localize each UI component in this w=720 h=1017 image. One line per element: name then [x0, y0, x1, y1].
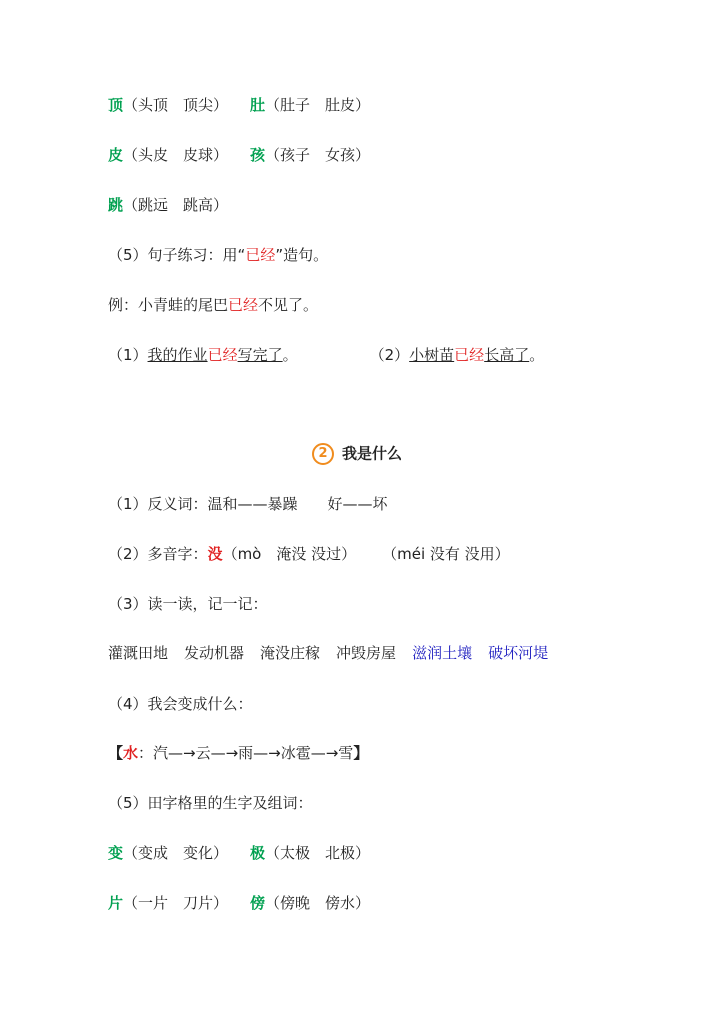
answer-2-post: 长高了	[484, 346, 530, 364]
polyphone-reading-1: （mò 淹没 没过）	[222, 545, 357, 563]
answer-1-post: 写完了	[237, 346, 283, 364]
words-bang: （傍晚 傍水）	[265, 894, 371, 912]
section-heading	[312, 443, 402, 465]
example-keyword: 已经	[228, 296, 259, 314]
char-row-4	[108, 843, 370, 863]
char-du: 肚	[250, 96, 266, 114]
answer-1-key: 已经	[207, 346, 238, 364]
answer-2-num: （2）	[369, 346, 410, 364]
answer-2-key: 已经	[454, 346, 485, 364]
water-open-bracket: 【	[108, 744, 124, 762]
answer-2-pre: 小树苗	[409, 346, 455, 364]
words-ding: （头顶 顶尖）	[123, 96, 229, 114]
answer-1-pre: 我的作业	[147, 346, 208, 364]
words-du: （肚子 肚皮）	[265, 96, 371, 114]
char-row-1	[108, 95, 370, 115]
char-ji: 极	[250, 844, 266, 862]
example-prefix: 例：小青蛙的尾巴	[108, 296, 229, 314]
phrases-row	[108, 643, 548, 663]
answer-2-end: 。	[529, 346, 545, 364]
char-tiao: 跳	[108, 196, 124, 214]
sentence-suffix: ”造句。	[275, 246, 329, 264]
section-number-badge: 2	[312, 443, 334, 465]
char-ding: 顶	[108, 96, 124, 114]
section-title: 我是什么	[342, 444, 403, 463]
answer-sentences	[108, 345, 544, 365]
words-hai: （孩子 女孩）	[265, 146, 371, 164]
char-bang: 傍	[250, 894, 266, 912]
change-title: （4）我会变成什么：	[108, 695, 253, 713]
water-chain	[108, 743, 368, 763]
field-title: （5）田字格里的生字及组词：	[108, 794, 313, 812]
phrase: 发动机器	[184, 644, 245, 662]
answer-1-end: 。	[282, 346, 298, 364]
polyphone-reading-2: （méi 没有 没用）	[382, 545, 510, 563]
water-chain-text: ：汽—→云—→雨—→冰雹—→雪	[138, 744, 354, 762]
words-tiao: （跳远 跳高）	[123, 196, 229, 214]
polyphone-prefix: （2）多音字：	[108, 545, 208, 563]
water-keyword: 水	[123, 744, 139, 762]
antonyms: （1）反义词：温和——暴躁 好——坏	[108, 495, 388, 513]
phrase: 灌溉田地	[108, 644, 169, 662]
char-pian: 片	[108, 894, 124, 912]
char-row-2	[108, 145, 370, 165]
sentence-prefix: （5）句子练习：用“	[108, 246, 246, 264]
sentence-practice	[108, 245, 328, 265]
water-close-bracket: 】	[353, 744, 369, 762]
phrase: 淹没庄稼	[260, 644, 321, 662]
example-suffix: 不见了。	[258, 296, 319, 314]
sentence-keyword: 已经	[245, 246, 276, 264]
char-hai: 孩	[250, 146, 266, 164]
phrase-blue: 滋润土壤	[412, 644, 473, 662]
phrase-blue: 破坏河堤	[488, 644, 549, 662]
words-bian: （变成 变化）	[123, 844, 229, 862]
char-bian: 变	[108, 844, 124, 862]
words-ji: （太极 北极）	[265, 844, 371, 862]
answer-1-num: （1）	[108, 346, 148, 364]
read-title: （3）读一读，记一记：	[108, 595, 268, 613]
char-pi: 皮	[108, 146, 124, 164]
example-sentence	[108, 295, 318, 315]
phrase: 冲毁房屋	[336, 644, 397, 662]
polyphone	[108, 544, 510, 564]
char-row-5	[108, 893, 370, 913]
polyphone-char: 没	[207, 545, 223, 563]
char-row-3	[108, 195, 228, 215]
words-pian: （一片 刀片）	[123, 894, 229, 912]
words-pi: （头皮 皮球）	[123, 146, 229, 164]
